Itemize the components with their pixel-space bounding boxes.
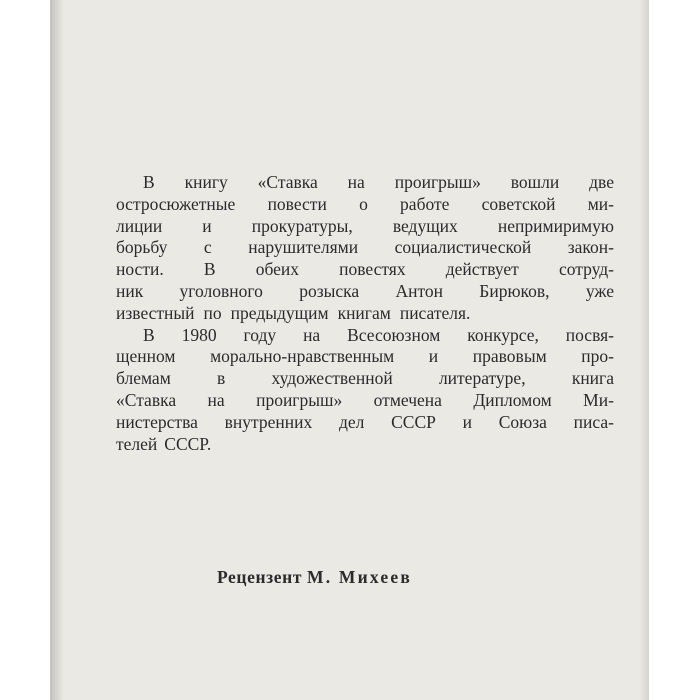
word: и xyxy=(428,346,439,367)
word: советской xyxy=(481,193,556,214)
word: году xyxy=(243,324,277,345)
word: литературе, xyxy=(438,368,526,389)
word: на xyxy=(347,172,365,192)
word: книгам xyxy=(337,302,391,323)
word: «Ставка xyxy=(116,389,177,410)
word: писателя. xyxy=(399,302,471,323)
word: Бирюков, xyxy=(479,280,550,301)
word: СССР. xyxy=(164,433,212,454)
word: внутренних xyxy=(224,411,313,432)
book-page xyxy=(50,0,649,700)
word: про- xyxy=(581,346,614,367)
word: книгу xyxy=(184,172,228,192)
text-line xyxy=(116,172,614,194)
word: предыдущим xyxy=(230,302,329,323)
word: с xyxy=(203,237,212,258)
word: закон- xyxy=(567,237,614,258)
text-line xyxy=(116,259,614,281)
word: повестях xyxy=(339,259,406,280)
word: ми- xyxy=(587,193,614,214)
reviewer-name: М. Михеев xyxy=(307,567,412,587)
word: и xyxy=(202,215,212,236)
word: «Ставка xyxy=(257,172,318,192)
word: нарушителями xyxy=(248,237,359,258)
text-line xyxy=(116,412,614,434)
word: уже xyxy=(585,280,614,301)
word: щенном xyxy=(116,346,176,367)
text-line xyxy=(116,281,614,303)
word: В xyxy=(203,259,216,280)
word: правовым xyxy=(472,346,547,367)
text-line xyxy=(116,434,614,456)
word: дел xyxy=(338,411,365,432)
word: ности. xyxy=(116,259,164,280)
word: по xyxy=(203,302,222,323)
word: розыска xyxy=(299,280,360,301)
word: вошли xyxy=(510,172,560,192)
text-line xyxy=(116,368,614,390)
annotation-text xyxy=(116,172,614,455)
word: блемам xyxy=(116,368,171,389)
word: остросюжетные xyxy=(116,193,236,214)
word: Союза xyxy=(498,411,547,432)
word: ведущих xyxy=(392,215,458,236)
word: работе xyxy=(400,193,450,214)
word: ник xyxy=(116,280,144,301)
word: писа- xyxy=(573,411,614,432)
page-fold-shadow xyxy=(50,0,64,700)
word: непримиримую xyxy=(497,215,614,236)
word: художественной xyxy=(271,368,393,389)
word: и xyxy=(462,411,472,432)
text-line xyxy=(116,216,614,238)
word: повести xyxy=(267,193,327,214)
page-edge-shadow xyxy=(639,0,649,700)
word: телей xyxy=(116,433,158,454)
word: В xyxy=(143,172,155,192)
word: нистерства xyxy=(116,411,198,432)
reviewer-label: Рецензент xyxy=(217,567,303,587)
word: на xyxy=(207,389,225,410)
word: в xyxy=(217,368,226,389)
word: проигрыш» xyxy=(394,172,481,192)
word: морально-нравственным xyxy=(210,346,395,367)
word: книга xyxy=(571,368,614,389)
word: отмечена xyxy=(373,389,442,410)
text-line xyxy=(116,194,614,216)
text-line xyxy=(116,237,614,259)
word: на xyxy=(303,324,321,345)
word: посвя- xyxy=(565,324,614,345)
word: борьбу xyxy=(116,237,168,258)
word: конкурсе, xyxy=(467,324,539,345)
word: прокуратуры, xyxy=(251,215,353,236)
word: В xyxy=(143,324,155,345)
word: 1980 xyxy=(181,324,217,345)
text-line xyxy=(116,346,614,368)
word: сотруд- xyxy=(558,259,614,280)
reviewer-credit xyxy=(217,567,412,588)
word: две xyxy=(589,172,614,192)
word: лиции xyxy=(116,215,163,236)
word: Антон xyxy=(395,280,443,301)
word: социалистической xyxy=(394,237,532,258)
word: проигрыш» xyxy=(256,389,343,410)
text-line xyxy=(116,303,614,325)
text-line xyxy=(116,325,614,347)
word: действует xyxy=(445,259,519,280)
word: Дипломом xyxy=(473,389,552,410)
word: о xyxy=(359,193,368,214)
word: Всесоюзном xyxy=(347,324,441,345)
word: известный xyxy=(116,302,195,323)
word: Ми- xyxy=(583,389,614,410)
text-line xyxy=(116,390,614,412)
word: обеих xyxy=(255,259,299,280)
word: СССР xyxy=(391,411,436,432)
word: уголовного xyxy=(179,280,263,301)
